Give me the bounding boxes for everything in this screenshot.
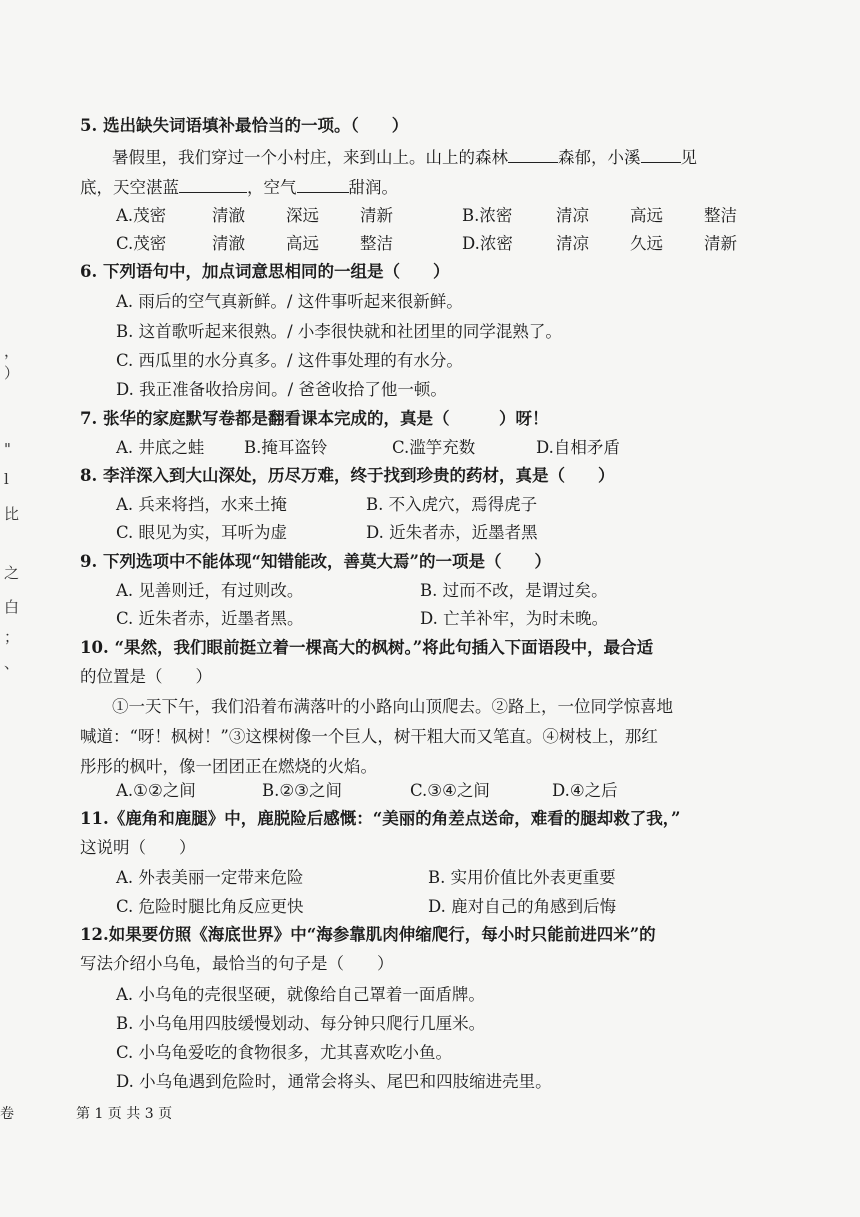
question-6-stem: 6. 下列语句中，加点词意思相同的一组是（ ）	[80, 262, 450, 281]
question-8-stem: 8. 李洋深入到大山深处，历尽万难，终于找到珍贵的药材，真是（ ）	[80, 466, 615, 485]
option-c[interactable]: C.茂密	[116, 234, 167, 253]
option-word: 深远	[286, 206, 319, 225]
question-12-stem: 12.如果要仿照《海底世界》中“海参靠肌肉伸缩爬行，每小时只能前进四米”的	[80, 925, 656, 944]
footer-left-fragment: 卷	[0, 1106, 14, 1122]
option-word: 清澈	[212, 234, 245, 253]
margin-mark: 、	[4, 654, 20, 672]
question-10-passage-line-2: 喊道：“呀！枫树！”③这棵树像一个巨人，树干粗大而又笔直。④树枝上，那红	[80, 727, 658, 746]
question-5-stem: 5. 选出缺失词语填补最恰当的一项。（ ）	[80, 116, 409, 135]
question-5-passage-line-1: 暑假里，我们穿过一个小村庄，来到山上。山上的森林 森郁，小溪 见	[112, 148, 697, 167]
margin-mark: l	[4, 470, 9, 488]
blank[interactable]	[297, 178, 349, 193]
option-d[interactable]: D.自相矛盾	[536, 438, 620, 457]
margin-mark: ）	[4, 364, 20, 382]
option-word: 高远	[630, 206, 663, 225]
option-d[interactable]: D. 鹿对自己的角感到后悔	[428, 897, 617, 916]
option-b[interactable]: B. 实用价值比外表更重要	[428, 868, 616, 887]
option-c[interactable]: C. 危险时腿比角反应更快	[116, 897, 304, 916]
option-d[interactable]: D. 亡羊补牢，为时未晚。	[420, 609, 609, 628]
question-11-stem: 11.《鹿角和鹿腿》中，鹿脱险后感慨：“美丽的角差点送命，难看的腿却救了我，”	[80, 809, 681, 828]
option-b[interactable]: B.②③之间	[262, 781, 342, 800]
margin-mark: 白	[4, 598, 20, 616]
option-c[interactable]: C. 西瓜里的水分真多。/ 这件事处理的有水分。	[116, 351, 463, 370]
option-c[interactable]: C. 小乌龟爱吃的食物很多，尤其喜欢吃小鱼。	[116, 1043, 453, 1062]
option-a[interactable]: A. 兵来将挡，水来土掩	[116, 495, 287, 514]
blank[interactable]	[641, 148, 681, 163]
option-word: 整洁	[360, 234, 393, 253]
question-10-passage-line-1: ①一天下午，我们沿着布满落叶的小路向山顶爬去。②路上，一位同学惊喜地	[112, 697, 673, 716]
option-a[interactable]: A. 见善则迁，有过则改。	[116, 581, 304, 600]
page-number: 第 1 页 共 3 页	[76, 1106, 173, 1122]
option-b[interactable]: B. 小乌龟用四肢缓慢划动、每分钟只爬行几厘米。	[116, 1014, 486, 1033]
question-11-stem-cont: 这说明（ ）	[80, 838, 196, 857]
question-5-passage-line-2: 底，天空湛蓝 ，空气 甜润。	[80, 178, 398, 197]
option-word: 清新	[360, 206, 393, 225]
question-10-passage-line-3: 彤彤的枫叶，像一团团正在燃烧的火焰。	[80, 757, 377, 776]
option-word: 清新	[704, 234, 737, 253]
question-10-stem-cont: 的位置是（ ）	[80, 667, 212, 686]
option-word: 清澈	[212, 206, 245, 225]
option-d[interactable]: D. 近朱者赤，近墨者黑	[366, 523, 538, 542]
option-a[interactable]: A. 井底之蛙	[116, 438, 205, 457]
option-word: 清凉	[556, 206, 589, 225]
option-c[interactable]: C.③④之间	[410, 781, 490, 800]
option-word: 清凉	[556, 234, 589, 253]
option-a[interactable]: A.①②之间	[116, 781, 196, 800]
margin-mark: ，	[4, 342, 20, 360]
option-c[interactable]: C. 近朱者赤，近墨者黑。	[116, 609, 304, 628]
question-10-stem: 10. “果然，我们眼前挺立着一棵高大的枫树。”将此句插入下面语段中，最合适	[80, 638, 654, 657]
blank[interactable]	[508, 148, 558, 163]
option-d[interactable]: D. 我正准备收拾房间。/ 爸爸收拾了他一顿。	[116, 380, 447, 399]
option-b[interactable]: B.浓密	[462, 206, 513, 225]
option-b[interactable]: B.掩耳盗铃	[244, 438, 328, 457]
option-a[interactable]: A. 小乌龟的壳很坚硬，就像给自己罩着一面盾牌。	[116, 985, 485, 1004]
option-d[interactable]: D. 小乌龟遇到危险时，通常会将头、尾巴和四肢缩进壳里。	[116, 1072, 552, 1091]
option-c[interactable]: C. 眼见为实，耳听为虚	[116, 523, 288, 542]
question-12-stem-cont: 写法介绍小乌龟，最恰当的句子是（ ）	[80, 954, 394, 973]
margin-mark: "	[4, 440, 11, 458]
option-a[interactable]: A. 雨后的空气真新鲜。/ 这件事听起来很新鲜。	[116, 292, 463, 311]
question-9-stem: 9. 下列选项中不能体现“知错能改，善莫大焉”的一项是（ ）	[80, 552, 551, 571]
question-7-stem: 7. 张华的家庭默写卷都是翻看课本完成的，真是（ ）呀！	[80, 409, 549, 428]
option-a[interactable]: A. 外表美丽一定带来危险	[116, 868, 304, 887]
option-c[interactable]: C.滥竽充数	[392, 438, 476, 457]
margin-mark: 比	[4, 505, 20, 523]
option-word: 整洁	[704, 206, 737, 225]
option-a[interactable]: A.茂密	[116, 206, 167, 225]
option-b[interactable]: B. 过而不改，是谓过矣。	[420, 581, 608, 600]
margin-mark: ；	[4, 628, 20, 646]
blank[interactable]	[179, 178, 247, 193]
option-word: 久远	[630, 234, 663, 253]
option-word: 高远	[286, 234, 319, 253]
margin-mark: 之	[4, 564, 20, 582]
option-d[interactable]: D.④之后	[552, 781, 618, 800]
option-b[interactable]: B. 这首歌听起来很熟。/ 小李很快就和社团里的同学混熟了。	[116, 322, 562, 341]
option-b[interactable]: B. 不入虎穴，焉得虎子	[366, 495, 538, 514]
option-d[interactable]: D.浓密	[462, 234, 513, 253]
